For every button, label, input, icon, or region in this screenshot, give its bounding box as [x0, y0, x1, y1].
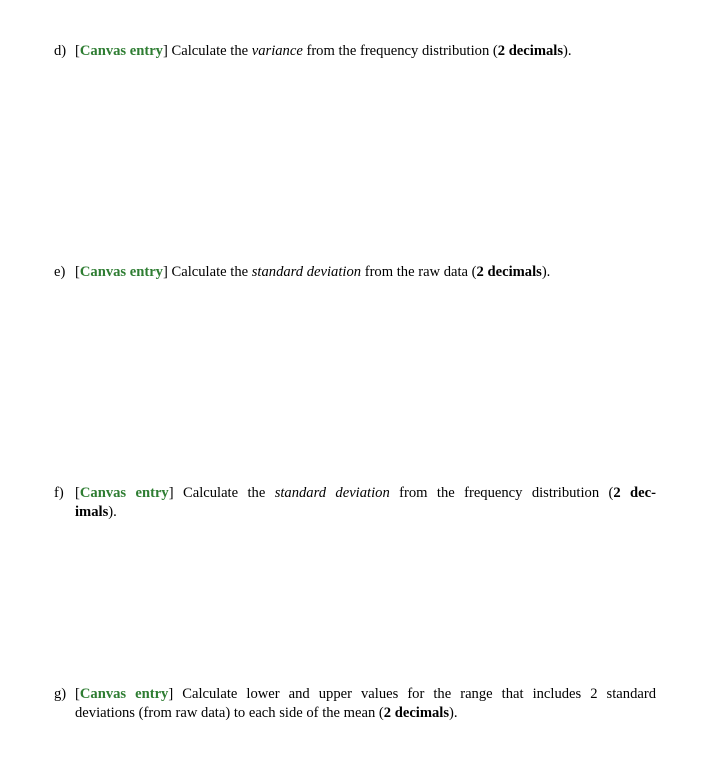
- question-e-canvas-label: Canvas entry: [79, 264, 163, 280]
- question-g-bold: 2 decimals: [383, 705, 450, 721]
- question-f-line-2: [75, 503, 656, 522]
- question-f-text-before: Calculate the: [173, 485, 275, 501]
- question-d-italic-term: variance: [251, 43, 303, 59]
- question-e-close-bracket: ]: [162, 264, 168, 280]
- question-e-open-bracket: [: [75, 264, 80, 280]
- question-f-open-bracket: [: [75, 485, 80, 501]
- question-g-line-1: [75, 685, 656, 704]
- question-e-italic-term: standard deviation: [251, 264, 362, 280]
- question-e: [54, 263, 656, 282]
- question-g-letter: g): [54, 686, 67, 702]
- question-d: [54, 42, 656, 61]
- question-d-end: ).: [563, 43, 572, 59]
- question-d-canvas-label: Canvas entry: [79, 43, 163, 59]
- question-f-italic-term: standard deviation: [274, 485, 390, 501]
- question-g-line1-text: Calculate lower and upper values for the range that includes 2 standard: [173, 686, 656, 702]
- question-f-letter: f): [54, 485, 64, 501]
- question-f-bold-part2: imals: [75, 504, 109, 520]
- question-g-canvas-label: Canvas entry: [79, 686, 169, 702]
- question-e-end: ).: [541, 264, 551, 280]
- question-f-bold-part1: 2 dec-: [613, 485, 656, 501]
- question-g-line-2: [75, 704, 656, 723]
- question-d-letter: d): [54, 43, 67, 59]
- question-g-line2-text: deviations (from raw data) to each side of the mean (: [75, 705, 384, 721]
- question-f-close-bracket: ]: [168, 485, 174, 501]
- question-e-bold: 2 decimals: [476, 264, 542, 280]
- question-f: [54, 484, 656, 522]
- question-g-open-bracket: [: [75, 686, 80, 702]
- question-g-close-bracket: ]: [168, 686, 174, 702]
- question-d-bold: 2 decimals: [497, 43, 564, 59]
- question-d-close-bracket: ]: [162, 43, 168, 59]
- question-f-canvas-label: Canvas entry: [79, 485, 169, 501]
- question-e-text-before: Calculate the: [167, 264, 252, 280]
- question-g-text: [75, 685, 656, 723]
- question-e-text-after: from the raw data (: [361, 264, 477, 280]
- question-e-text: [75, 263, 656, 282]
- question-d-text-after: from the frequency distribution (: [302, 43, 498, 59]
- question-g-end: ).: [449, 705, 458, 721]
- question-f-end: ).: [108, 504, 117, 520]
- question-e-letter: e): [54, 264, 66, 280]
- question-d-open-bracket: [: [75, 43, 80, 59]
- question-f-line-1: [75, 484, 656, 503]
- question-f-text-after: from the frequency distribution (: [389, 485, 614, 501]
- question-g: [54, 685, 656, 723]
- question-d-text-before: Calculate the: [167, 43, 252, 59]
- question-f-text: [75, 484, 656, 522]
- question-d-text: [75, 42, 656, 61]
